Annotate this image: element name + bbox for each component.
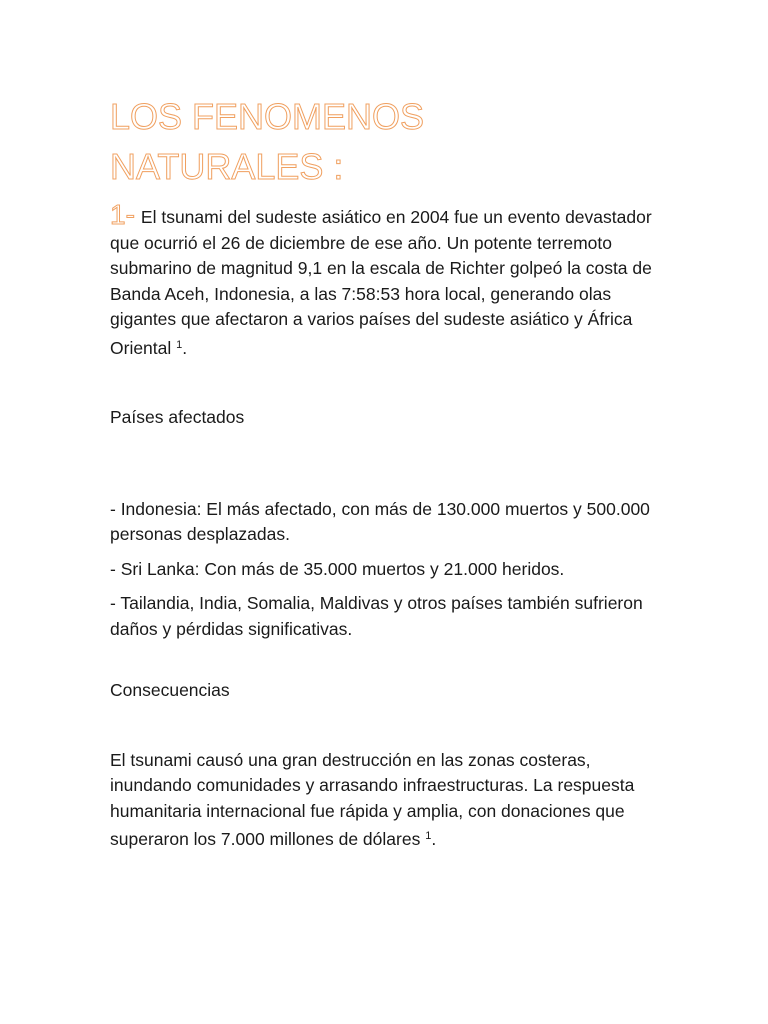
affected-countries-list xyxy=(110,497,670,643)
intro-paragraph xyxy=(110,199,670,361)
intro-text: El tsunami del sudeste asiático en 2004 fue un evento devastador que ocurrió el 26 de diciembre de ese año. Un potente terremoto submarino de magnitud 9,1 en la escala de Richter golpeó la costa de Banda Aceh, Indonesia, a las 7:58:53 hora local, generando olas gigantes que afectaron a varios países del sudeste asiático y África Oriental xyxy=(110,207,652,358)
title-line-2: NATURALES : xyxy=(110,146,344,187)
list-item: - Indonesia: El más afectado, con más de 130.000 muertos y 500.000 personas desplazadas. xyxy=(110,498,650,544)
heading-consecuencias: Consecuencias xyxy=(110,680,230,700)
consequences-end: . xyxy=(431,829,437,849)
list-item: - Sri Lanka: Con más de 35.000 muertos y 21.000 heridos. xyxy=(110,558,565,579)
footnote-ref: 1 xyxy=(176,338,183,351)
title-line-1: LOS FENOMENOS xyxy=(110,96,425,137)
consequences-text: El tsunami causó una gran destrucción en las zonas costeras, inundando comunidades y arrasando infraestructuras. La respuesta humanitaria internacional fue rápida y amplia, con donaciones que superaron los 7.000 millones de dólares xyxy=(110,749,635,849)
document-body xyxy=(110,92,670,853)
list-item: - Tailandia, India, Somalia, Maldivas y otros países también sufrieron daños y pérdidas significativas. xyxy=(110,593,643,639)
section-number: 1- xyxy=(110,199,135,230)
consequences-paragraph xyxy=(110,748,670,853)
footnote-ref: 1 xyxy=(425,830,432,842)
heading-paises-afectados: Países afectados xyxy=(110,407,245,427)
document-title xyxy=(110,92,670,192)
intro-end: . xyxy=(182,337,188,358)
